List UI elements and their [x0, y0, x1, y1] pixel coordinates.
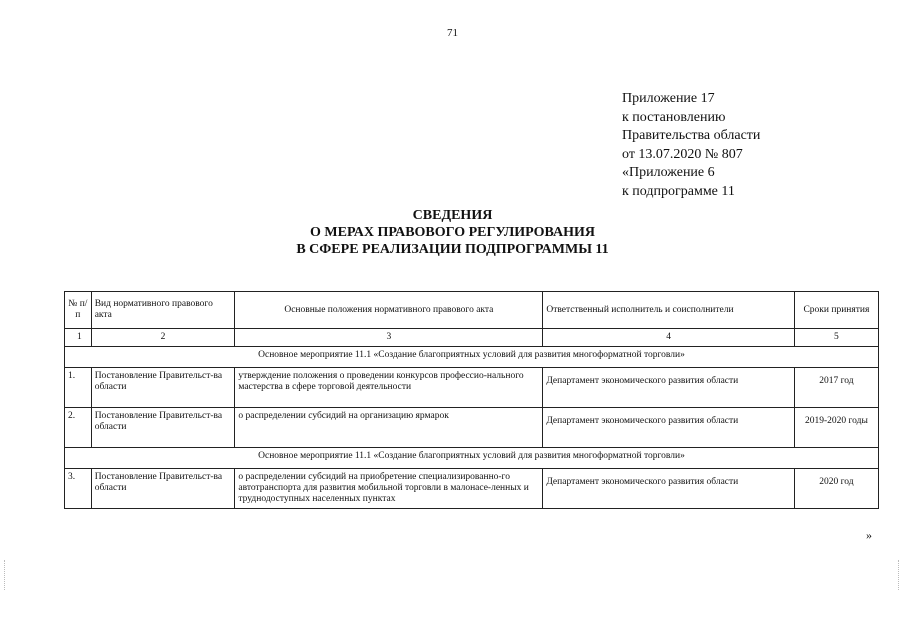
- header-act-type: Вид нормативного правового акта: [91, 292, 235, 329]
- column-number: 5: [794, 329, 878, 347]
- table-row: [65, 408, 879, 448]
- header-number: № п/п: [65, 292, 92, 329]
- row-act-type: Постановление Правительст-ва области: [91, 408, 235, 448]
- annex-block: [622, 90, 760, 201]
- annex-line: Правительства области: [622, 128, 761, 143]
- page-number: 71: [447, 27, 458, 39]
- scan-edge-mark: [898, 560, 900, 590]
- row-term: 2017 год: [794, 368, 878, 408]
- annex-line: от 13.07.2020 № 807: [622, 146, 743, 162]
- annex-line: Приложение 17: [622, 91, 715, 106]
- document-title: [0, 207, 905, 258]
- section-row: [65, 347, 879, 368]
- annex-line: к постановлению: [622, 109, 726, 125]
- annex-line: «Приложение 6: [622, 165, 715, 180]
- row-provisions: о распределении субсидий на организацию ярмарок: [235, 408, 543, 448]
- measures-table: [64, 291, 879, 509]
- row-executor: Департамент экономического развития области: [543, 368, 794, 408]
- column-number: 4: [543, 329, 794, 347]
- title-line: О МЕРАХ ПРАВОВОГО РЕГУЛИРОВАНИЯ: [310, 225, 595, 240]
- row-executor: Департамент экономического развития области: [543, 408, 794, 448]
- table-header-row: [65, 292, 879, 329]
- header-executor: Ответственный исполнитель и соисполнители: [543, 292, 794, 329]
- header-term: Сроки принятия: [794, 292, 878, 329]
- row-provisions: утверждение положения о проведении конкурсов профессио-нального мастерства в сфере торговой деятельности: [235, 368, 543, 408]
- header-provisions: Основные положения нормативного правового акта: [235, 292, 543, 329]
- section-title: Основное мероприятие 11.1 «Создание благоприятных условий для развития многоформатной торговли»: [65, 448, 879, 469]
- row-number: 2.: [65, 408, 92, 448]
- table-row: [65, 368, 879, 408]
- scan-edge-mark: [4, 560, 6, 590]
- row-act-type: Постановление Правительст-ва области: [91, 368, 235, 408]
- column-number: 3: [235, 329, 543, 347]
- table-row: [65, 469, 879, 509]
- column-number-row: [65, 329, 879, 347]
- row-number: 3.: [65, 469, 92, 509]
- column-number: 1: [65, 329, 92, 347]
- title-line: СВЕДЕНИЯ: [412, 208, 493, 223]
- row-number: 1.: [65, 368, 92, 408]
- row-provisions: о распределении субсидий на приобретение специализированно-го автотранспорта для развития мобильной торговли в малонасе-ленных и труднодоступных населенных пунктах: [235, 469, 543, 509]
- closing-quote: »: [866, 528, 872, 542]
- row-executor: Департамент экономического развития области: [543, 469, 794, 509]
- section-row: [65, 448, 879, 469]
- row-term: 2019-2020 годы: [794, 408, 878, 448]
- annex-line: к подпрограмме 11: [622, 183, 735, 199]
- row-act-type: Постановление Правительст-ва области: [91, 469, 235, 509]
- column-number: 2: [91, 329, 235, 347]
- section-title: Основное мероприятие 11.1 «Создание благоприятных условий для развития многоформатной торговли»: [65, 347, 879, 368]
- title-line: В СФЕРЕ РЕАЛИЗАЦИИ ПОДПРОГРАММЫ 11: [296, 242, 609, 257]
- row-term: 2020 год: [794, 469, 878, 509]
